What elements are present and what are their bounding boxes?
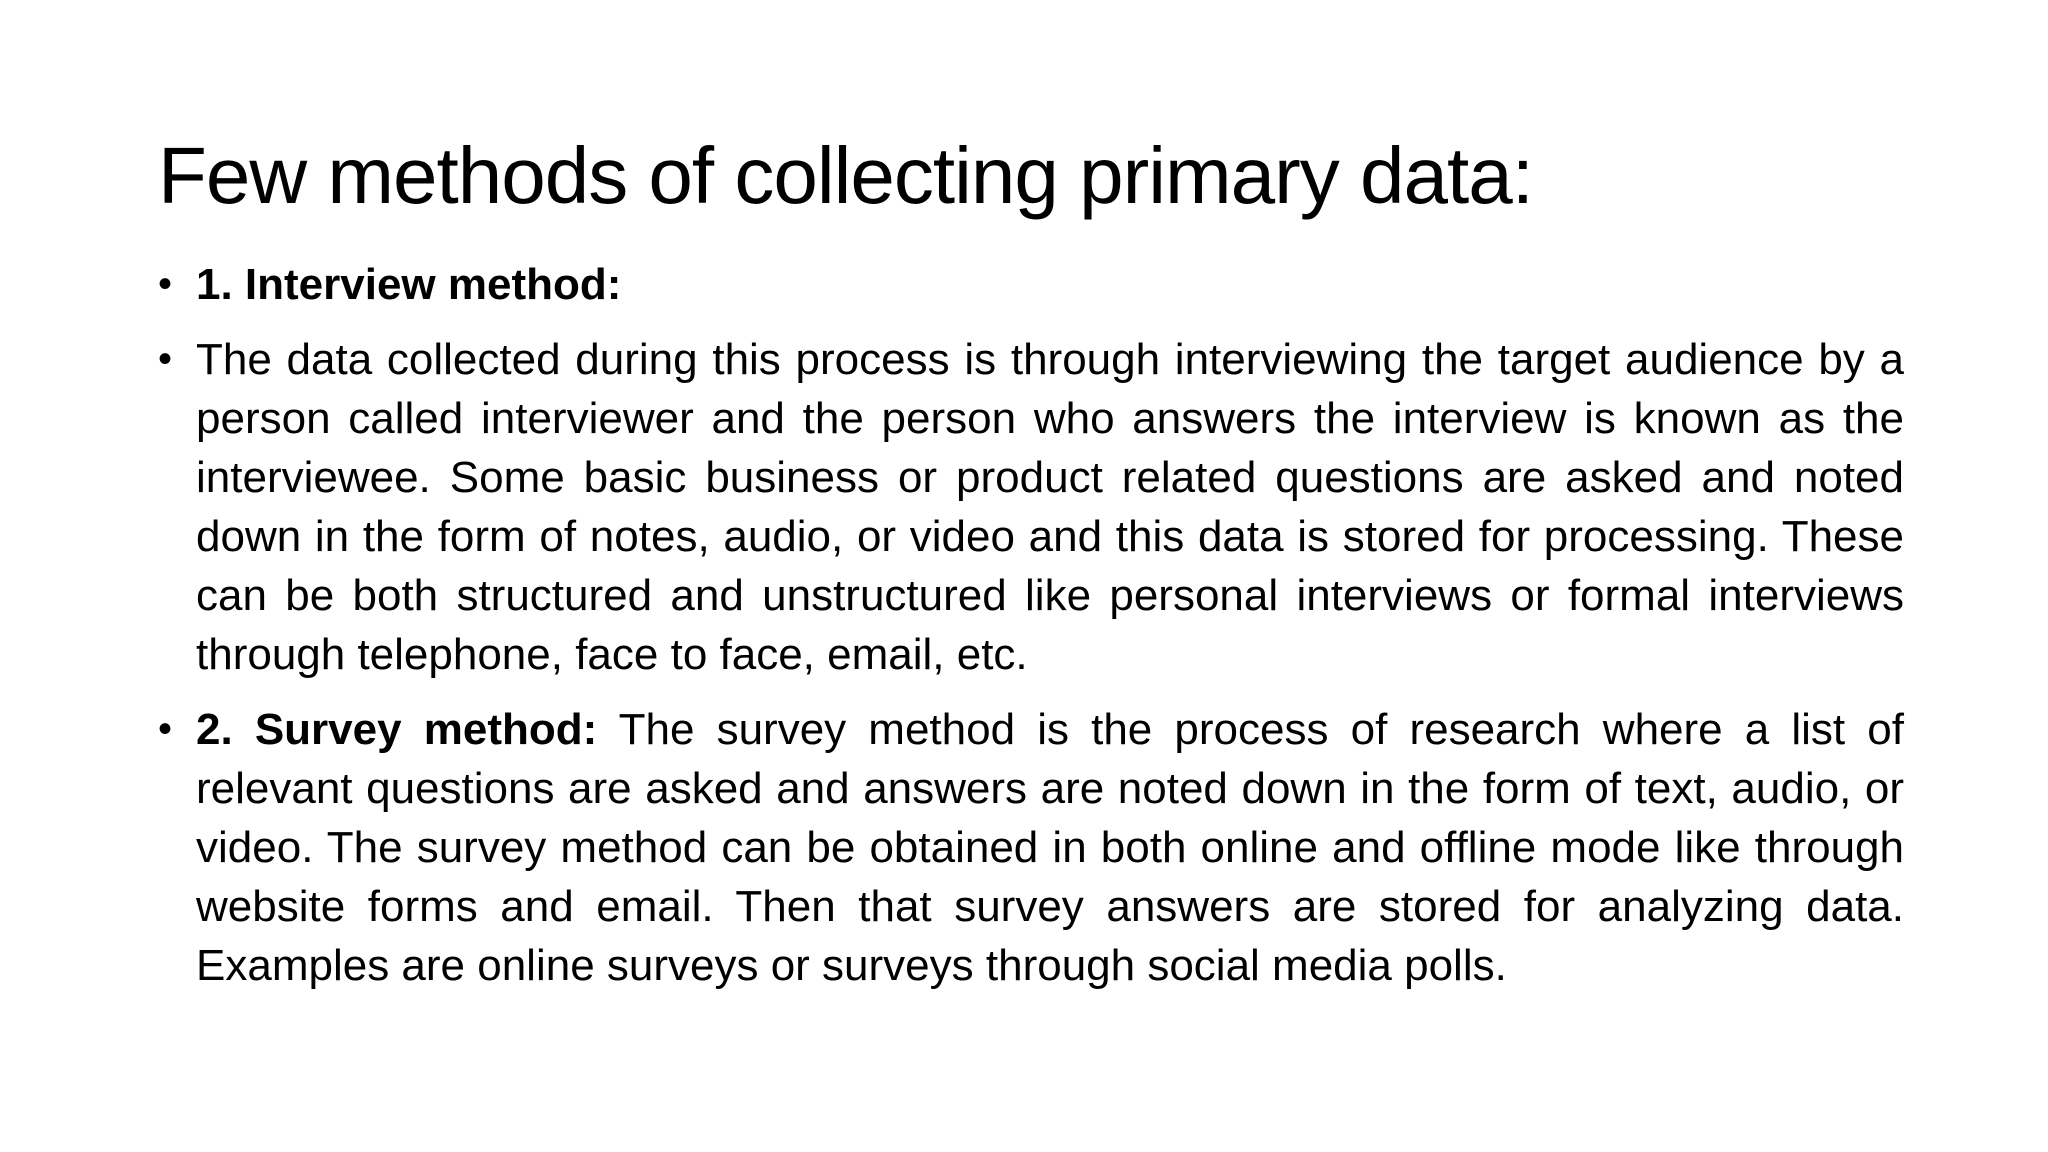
- bullet-interview-description: [158, 330, 1904, 684]
- bullet-heading: 2. Survey method:: [196, 705, 598, 754]
- bullet-list: [158, 255, 1904, 1011]
- slide-title: Few methods of collecting primary data:: [158, 131, 1533, 220]
- bullet-heading: 1. Interview method:: [196, 260, 622, 309]
- bullet-text: The survey method is the process of research where a list of relevant questions are asked and answers are noted down in the form of text, audio, or video. The survey method can be obtained in both online and offline mode like through website forms and email. Then that survey answers are stored for analyzing data. Examples are online surveys or surveys through social media polls.: [196, 705, 1904, 990]
- bullet-interview-heading: [158, 255, 1904, 314]
- bullet-text: The data collected during this process is through interviewing the target audience by a person called interviewer and the person who answers the interview is known as the interviewee. Some basic business or product related questions are asked and noted down in the form of notes, audio, or video and this data is stored for processing. These can be both structured and unstructured like personal interviews or formal interviews through telephone, face to face, email, etc.: [196, 335, 1904, 679]
- bullet-survey-method: [158, 700, 1904, 995]
